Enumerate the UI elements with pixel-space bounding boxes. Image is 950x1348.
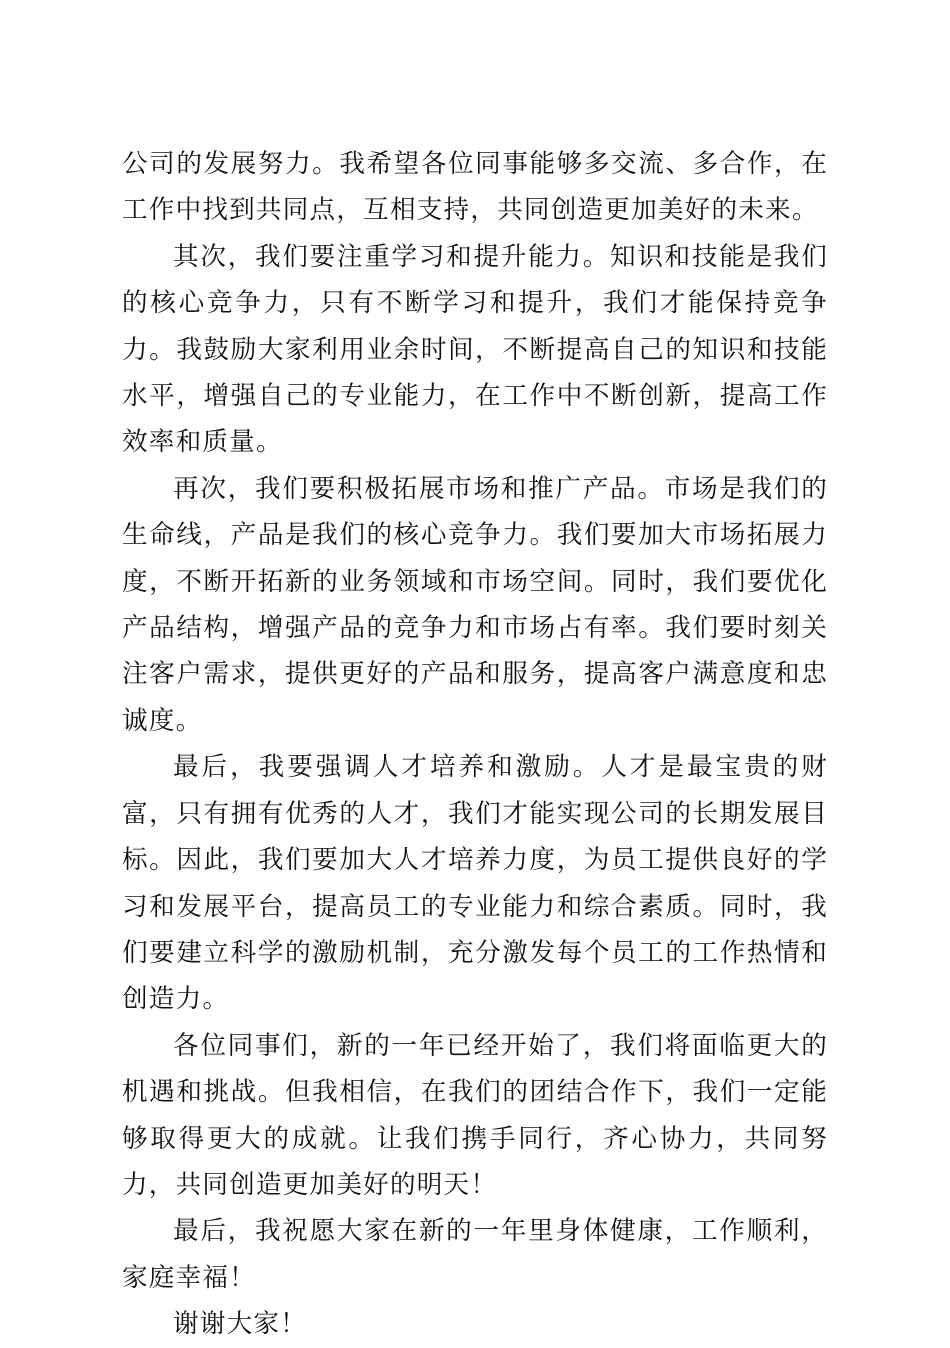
document-body	[122, 141, 828, 1348]
paragraph-learning: 其次，我们要注重学习和提升能力。知识和技能是我们的核心竞争力，只有不断学习和提升，我们才能保持竞争力。我鼓励大家利用业余时间，不断提高自己的知识和技能水平，增强自己的专业能力，在工作中不断创新，提高工作效率和质量。	[122, 241, 828, 458]
paragraph-market: 再次，我们要积极拓展市场和推广产品。市场是我们的生命线，产品是我们的核心竞争力。我们要加大市场拓展力度，不断开拓新的业务领域和市场空间。同时，我们要优化产品结构，增强产品的竞争力和市场占有率。我们要时刻关注客户需求，提供更好的产品和服务，提高客户满意度和忠诚度。	[122, 473, 828, 736]
paragraph-continuation: 公司的发展努力。我希望各位同事能够多交流、多合作，在工作中找到共同点，互相支持，共同创造更加美好的未来。	[122, 149, 828, 226]
paragraph-new-year: 各位同事们，新的一年已经开始了，我们将面临更大的机遇和挑战。但我相信，在我们的团结合作下，我们一定能够取得更大的成就。让我们携手同行，齐心协力，共同努力，共同创造更加美好的明天！	[122, 1030, 828, 1200]
paragraph-wishes: 最后，我祝愿大家在新的一年里身体健康，工作顺利，家庭幸福！	[122, 1216, 828, 1293]
paragraph-talent: 最后，我要强调人才培养和激励。人才是最宝贵的财富，只有拥有优秀的人才，我们才能实现公司的长期发展目标。因此，我们要加大人才培养力度，为员工提供良好的学习和发展平台，提高员工的专业能力和综合素质。同时，我们要建立科学的激励机制，充分激发每个员工的工作热情和创造力。	[122, 752, 828, 1015]
paragraph-thanks: 谢谢大家！	[173, 1309, 307, 1340]
